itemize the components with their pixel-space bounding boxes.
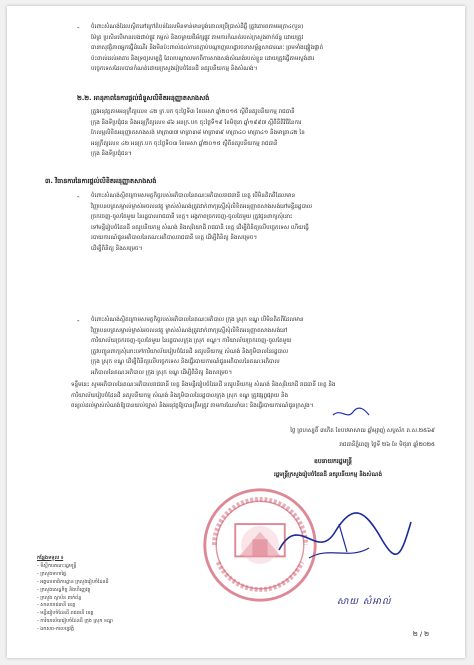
lunar-date xyxy=(177,426,435,437)
section-number: ២.២. xyxy=(77,94,92,102)
text-line: ចំពោះសំណង់ស្ថិតក្រោមសមត្ថកិច្ចរបស់អភិបាលនៃគណៈអភិបាល ក្រុង ស្រុក ខណ្ឌ បើមិនគិតពីដែលមាន xyxy=(91,317,304,323)
recipient-item: - ឯកសារ-កាលប្បវត្តិ xyxy=(37,627,74,633)
section-2-2-body xyxy=(91,107,436,160)
intro-paragraph xyxy=(91,22,436,75)
signer-name xyxy=(337,596,392,609)
section-3-paragraph-1 xyxy=(91,191,436,255)
text-line: វិញ្ញាបនបត្រសម្គាល់ម្ចាស់អចលនវត្ថុ ម្ចាស់សំណង់ត្រូវដាក់ពាក្យស្នើសុំលិខិតអនុញ្ញាតសាងសង់នៅ xyxy=(91,327,288,334)
section-title: អានុភាពនៃការផ្តល់ជំនួសលិខិតអនុញ្ញាតសាងសង់ xyxy=(93,94,210,102)
text-line: ពន្យល់ដល់ម្ចាស់សំណង់ឱ្យបានយល់ច្បាស់ និងអនុវត្តឱ្យបានត្រឹមត្រូវ តាមការណែនាំនេះ និងធ្វើរបាយការណ៍ជូនក្រសួង។ xyxy=(71,403,314,410)
recipients-list xyxy=(37,555,113,634)
page-number-text: ២ / ២ xyxy=(412,630,429,638)
text-line: ក្រុង និងទីប្រជុំជន។ xyxy=(91,151,132,158)
text-line: អភិបាលនៃគណៈអភិបាល ក្រុង ស្រុក ខណ្ឌ ដើម្បីពិនិត្យ និងសម្រេច។ xyxy=(91,369,233,376)
section-title: វិធានការនៃការផ្តល់លិខិតអនុញ្ញាតសាងសង់ xyxy=(55,177,157,185)
recipient-item: - ការិយាល័យរៀបចំដែនដី ក្រុង ស្រុក ខណ្ឌ xyxy=(37,619,113,625)
recipients-title: កន្លែងទទួល ៖ xyxy=(37,555,64,561)
solar-date xyxy=(177,440,435,451)
recipient-item: - ក្រសួងសេដ្ឋកិច្ច និងហិរញ្ញវត្ថុ xyxy=(37,587,91,593)
solar-date-text: រាជធានីភ្នំពេញ ថ្ងៃទី ២៦ ខែ មិថុនា ឆ្នាំ២០២៥ xyxy=(339,442,435,448)
text-line: ក្រុង និងទីប្រជុំជន និងអនុក្រឹត្យលេខ ៨៦ អនក្រ.បក ចុះថ្ងៃទី១៩ ខែមិថុនា ឆ្នាំ១៩៩៧ ស្តីពីនីតិវិធីនៃការ xyxy=(91,119,302,126)
text-line: ការិយាល័យរៀបចំដែនដី នគរូបនីយកម្ម សំណង់ និងភូមិបាលនៃរដ្ឋបាលក្រុង ស្រុក ខណ្ឌ ត្រូវផ្សព្វផ្សាយ និង xyxy=(71,392,289,399)
text-line: អនុក្រឹត្យលេខ ៤២ អនក្រ.បក ចុះថ្ងៃទី០៣ ខែមេសា ឆ្នាំ២០១៥ ស្តីពីនគរូបនីយកម្ម រាជធានី xyxy=(91,140,278,147)
section-3-paragraph-2 xyxy=(91,315,436,379)
document-page xyxy=(7,6,465,658)
text-line: ចំពោះសំណង់ដែលស្ថិតនៅក្រៅតំបន់ដែលមិនទាន់មានប្លង់គោលប្រើប្រាស់ដីធ្លី ត្រូវគោរពតាមអត្រា៤(បួន) xyxy=(91,24,304,30)
text-line: ម៉ែត្រ ប្រសិនបើមានរបងជាប់ផ្លូវ កម្ពស់ និងចម្ងាយពីអ័ក្សផ្លូវ តាមការកំណត់របស់ក្រសួងពាក់ព័ន្ធ ដោយត្រូវ xyxy=(91,34,304,41)
signature-icon xyxy=(269,502,419,572)
text-line: បច្ចេកទេសដែលបានកំណត់ដោយក្រសួងរៀបចំដែនដី នគរូបនីយកម្ម និងសំណង់។ xyxy=(91,66,258,73)
bullet-marker: - xyxy=(77,317,80,325)
text-line: កែលម្អលិខិតអនុញ្ញាតសាងសង់ មាត្រា៣៧ មាត្រា៣៨ មាត្រា៣៩ មាត្រា៤០ មាត្រា៤១ និងមាត្រា៤២ នៃ xyxy=(91,130,305,137)
section-heading-3 xyxy=(45,176,156,186)
recipient-item: - មន្ទីររៀបចំដែនដី រាជធានី ខេត្ត xyxy=(37,611,94,617)
text-line: ចំពោះសំណង់ស្ថិតក្រោមសមត្ថកិច្ចរបស់អភិបាលនៃគណៈអភិបាលរាជធានី ខេត្ត បើមិនគិតពីដែលមាន xyxy=(91,193,296,199)
text-line: ការិយាល័យច្រកចេញ-ចូលតែមួយ នៃរដ្ឋបាលក្រុង ស្រុក ខណ្ឌ។ ការិយាល័យច្រកចេញ-ចូលតែមួយ xyxy=(91,338,292,345)
section-number: ៣. xyxy=(45,177,53,185)
lunar-date-text: ថ្ងៃ ព្រហស្បតិ៍ ៣កើត ខែបឋមាសាឍ ឆ្នាំម្សាញ់ សប្តស័ក ព.ស.២៥៦៩ xyxy=(290,428,435,434)
text-line: ត្រូវអនុវត្តតាមអនុក្រឹត្យលេខ ៤២ ក្រ.បក ចុះថ្ងៃទី៣ ខែមេសា ឆ្នាំ២០១៥ ស្តីពីនគរូបនីយកម្ម រាជធានី xyxy=(91,109,295,115)
closing-paragraph xyxy=(71,380,436,412)
text-line: ក្រុង ស្រុក ខណ្ឌ ដើម្បីពិនិត្យលើបច្ចេកទេស និងធ្វើរបាយការណ៍ជូនអភិបាលនៃគណៈអភិបាល xyxy=(91,359,280,366)
text-line: ទន្ទឹមនេះ សូមអភិបាលនៃគណៈអភិបាលរាជធានី ខេត្ត និងមន្ទីររៀបចំដែនដី នគរូបនីយកម្ម សំណង់ និងសុរិយោដី រាជធានី ខេត្ត និង xyxy=(71,382,336,388)
bullet-marker: - xyxy=(77,24,80,32)
signer-title xyxy=(233,457,433,468)
text-line: របាយការណ៍ជូនអភិបាលនៃគណៈអភិបាលរាជធានី ខេត្ត ដើម្បីពិនិត្យ និងសម្រេច។ xyxy=(91,235,258,242)
text-line: ធានាសុវត្ថិភាពអ្នកធ្វើដំណើរ និងមិនប៉ះពាល់ដល់ការតភ្ជាប់បណ្តាញហេដ្ឋារចនាសម្ព័ន្ធសាធារណៈ ព្រមទាំងផ្ទៀងផ្ទាត់ xyxy=(91,45,324,52)
recipient-item: - ក្រសួង ស្ថាប័ន ពាក់ព័ន្ធ xyxy=(37,595,82,601)
recipient-item: - ទីស្តីការគណៈរដ្ឋមន្ត្រី xyxy=(37,563,77,569)
text-line: ច្រកចេញ-ចូលតែមួយ នៃរដ្ឋបាលរាជធានី ខេត្ត។ អង្គភាពច្រកចេញ-ចូលតែមួយ ត្រូវជូនពាក្យសុំនោះ xyxy=(91,214,293,221)
recipient-item: - អគ្គលេខាធិការដ្ឋាន ក្រសួងរៀបចំដែនដី xyxy=(37,579,109,585)
recipient-item: - សាលារាជធានី ខេត្ត xyxy=(37,603,76,609)
text-line: វិញ្ញាបនបត្រសម្គាល់ម្ចាស់អចលនវត្ថុ ម្ចាស់សំណង់ត្រូវដាក់ពាក្យស្នើសុំលិខិតអនុញ្ញាតសាងសង់នៅមន្ទីររដ្ឋបាល xyxy=(91,203,313,210)
text-line: ទៅមន្ទីរៀបចំដែនដី នគរូបនីយកម្ម សំណង់ និងសុរិយោដី រាជធានី ខេត្ត ដើម្បីពិនិត្យលើបច្ចេកទេស ហើយធ្វើ xyxy=(91,224,309,231)
bullet-marker: - xyxy=(77,193,80,201)
text-line: ដើម្បីពិនិត្យ និងសម្រេច។ xyxy=(91,245,143,252)
signer-title-text: ឧបនាយករដ្ឋមន្ត្រី xyxy=(314,458,352,465)
signer-org-text: រដ្ឋមន្ត្រីក្រសួងរៀបចំដែនដី នគរូបនីយកម្ម និងសំណង់ xyxy=(273,472,383,478)
signer-organization xyxy=(203,470,453,481)
handwritten-mark-icon xyxy=(331,406,371,420)
section-heading-2-2 xyxy=(77,93,209,103)
recipient-item: - ក្រសួងមហាផ្ទៃ xyxy=(37,571,67,577)
text-line: ត្រូវបញ្ជូនពាក្យសុំនោះទៅការិយាល័យរៀបចំដែនដី នគរូបនីយកម្ម សំណង់ និងភូមិបាលនៃរដ្ឋបាល xyxy=(91,348,289,355)
text-line: ប៉ះពាល់ដល់អាគារ និងទ្រព្យសម្បត្តិ ដែលបណ្តាលមកពីការសាងសង់សំណង់របស់ខ្លួន ដោយត្រូវធ្វើតាមស្តង់ដារ xyxy=(91,55,315,62)
signer-name-text: សាយ សំអាល់ xyxy=(337,597,392,607)
page-number xyxy=(413,630,429,640)
